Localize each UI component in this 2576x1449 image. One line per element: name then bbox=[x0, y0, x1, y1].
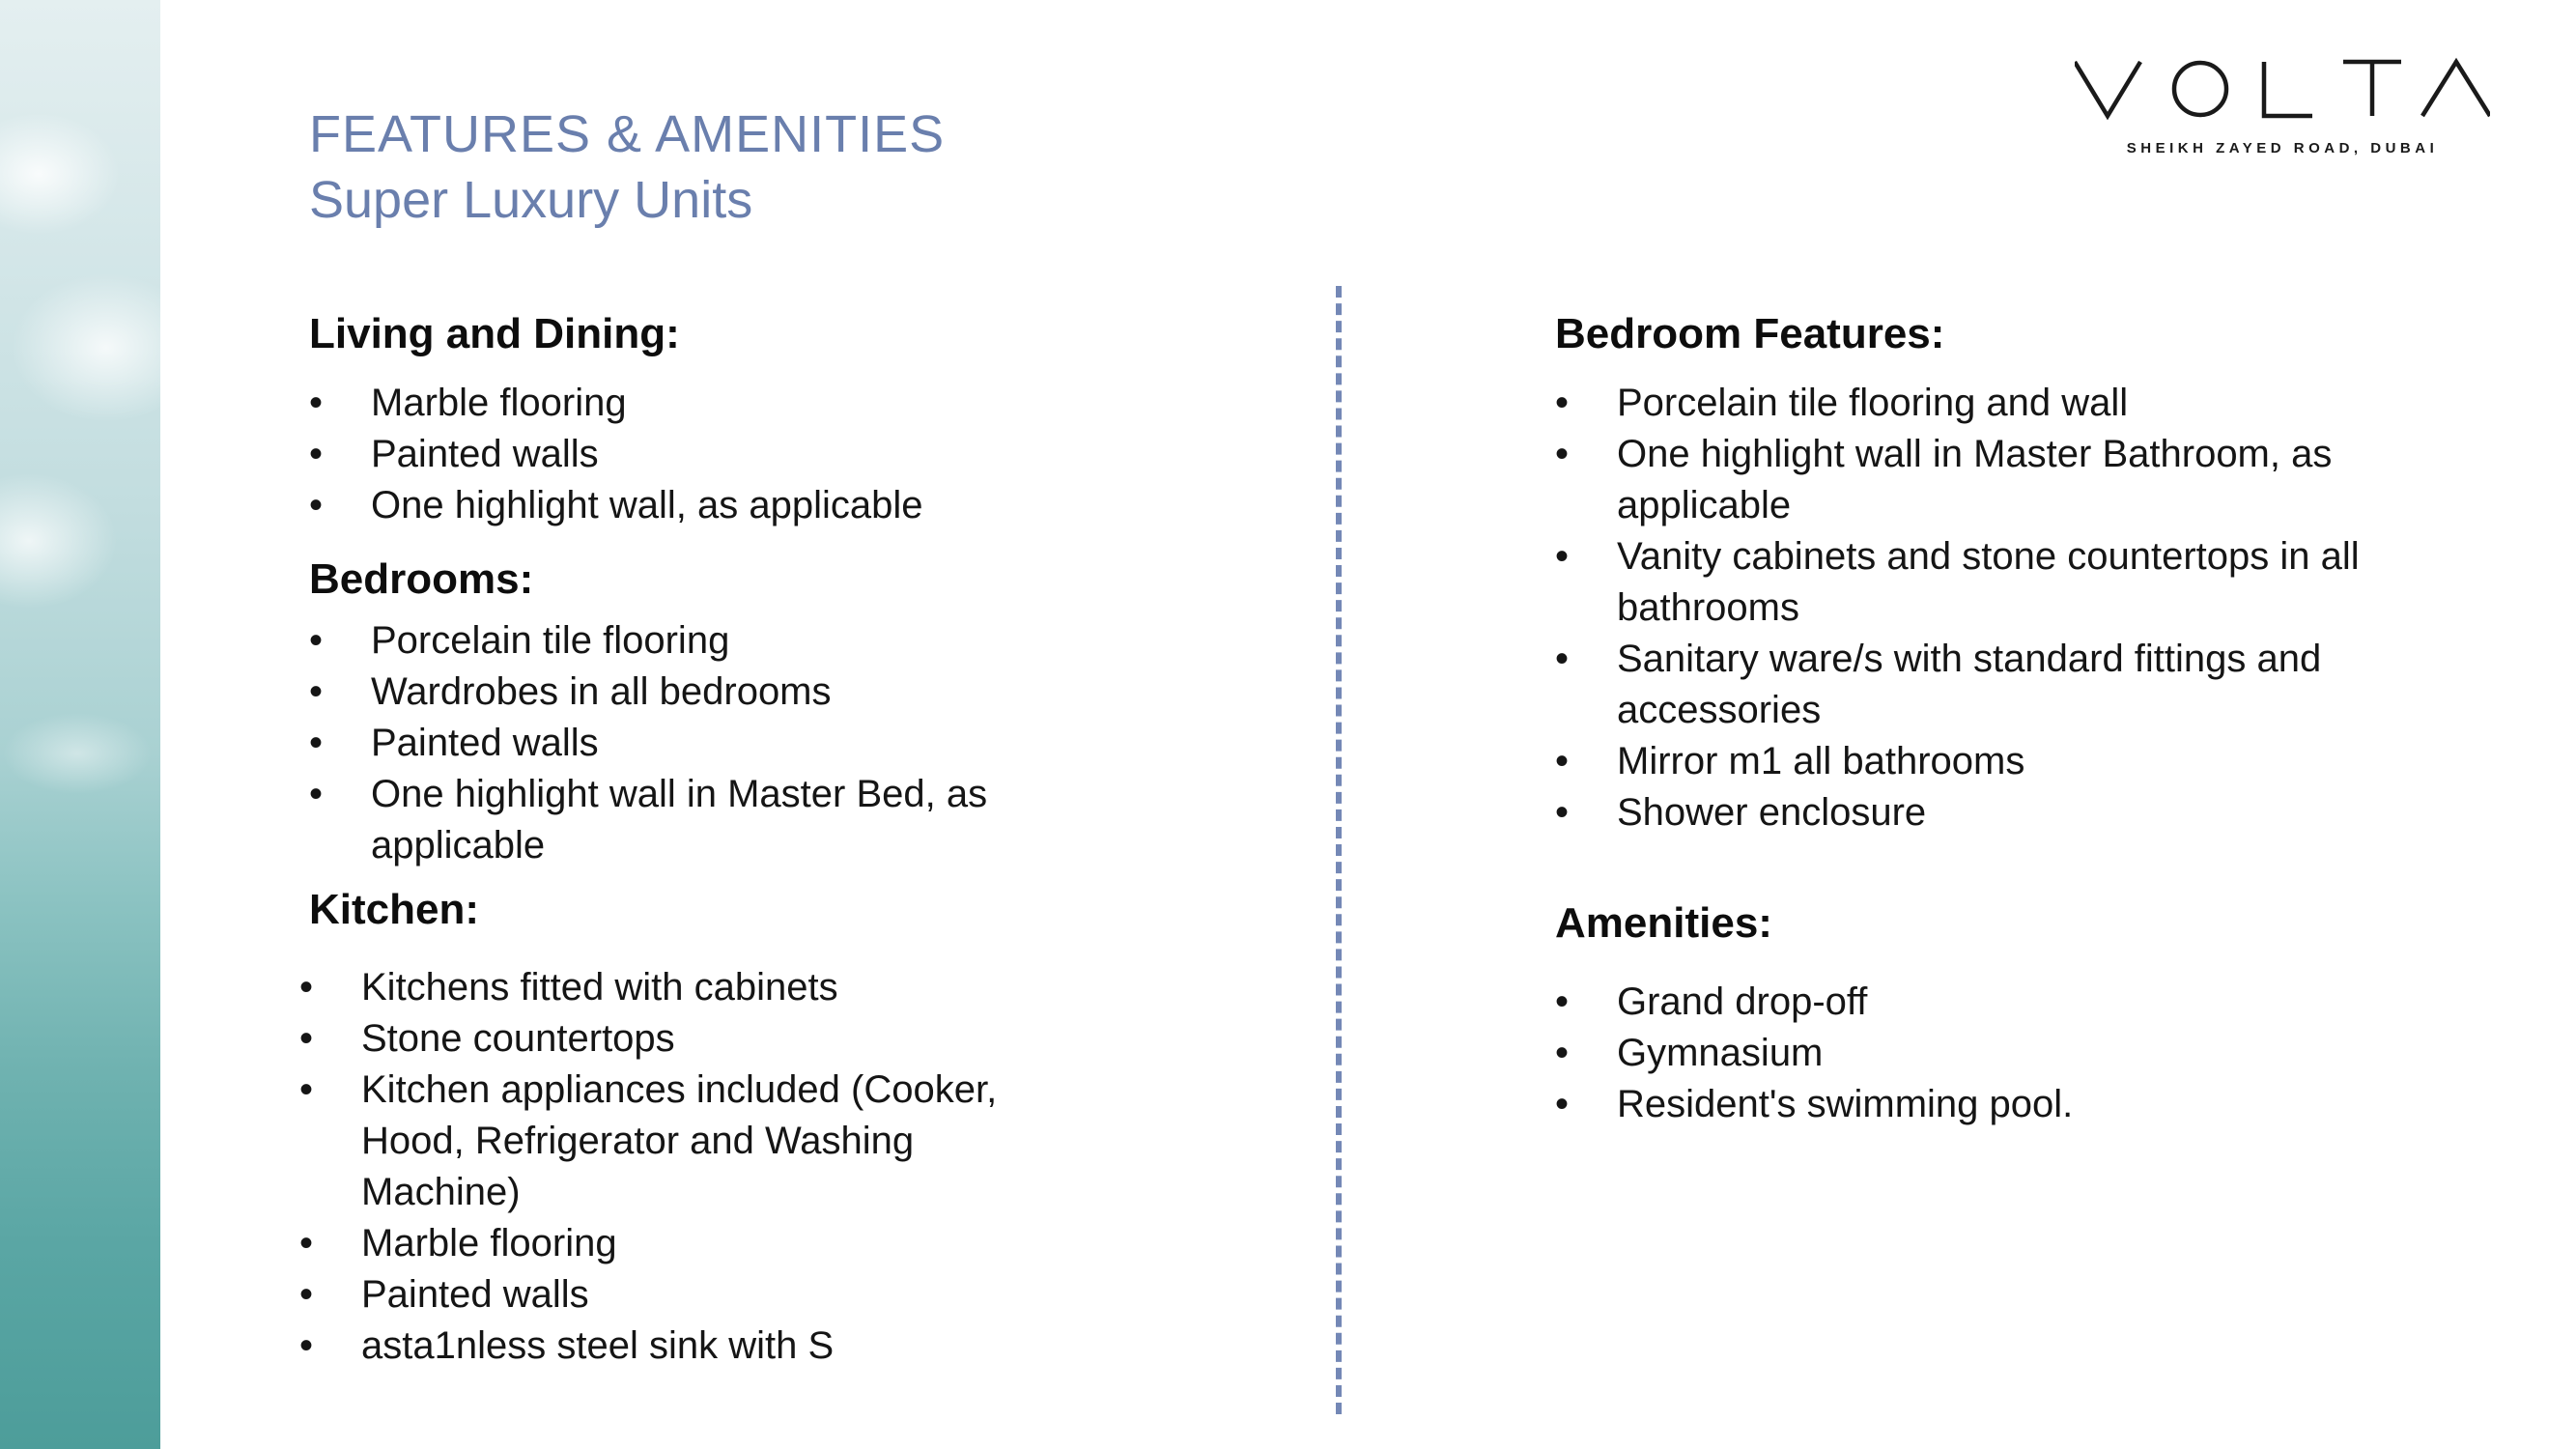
list-item: • Grand drop-off bbox=[1555, 977, 2289, 1028]
amenities-list bbox=[1555, 977, 2289, 1130]
list-item: • One highlight wall, as applicable bbox=[309, 480, 1043, 531]
living-dining-list bbox=[309, 378, 1043, 531]
list-item: • One highlight wall in Master Bathroom, as applicable bbox=[1555, 429, 2366, 531]
list-item: • Marble flooring bbox=[299, 1218, 1043, 1269]
volta-logo-wordmark bbox=[2075, 50, 2490, 128]
list-item: • Resident's swimming pool. bbox=[1555, 1079, 2289, 1130]
left-column bbox=[309, 309, 1043, 1372]
list-item: • asta1nless steel sink with S bbox=[299, 1321, 1043, 1372]
bedrooms-list bbox=[309, 615, 1043, 871]
list-item: • Gymnasium bbox=[1555, 1028, 2289, 1079]
bedroom-features-list bbox=[1555, 378, 2366, 838]
kitchen-list bbox=[299, 962, 1043, 1372]
list-item: • Kitchens fitted with cabinets bbox=[299, 962, 1043, 1013]
list-item: • Vanity cabinets and stone countertops in all bathrooms bbox=[1555, 531, 2366, 634]
list-item: • Marble flooring bbox=[309, 378, 1043, 429]
list-item: • Stone countertops bbox=[299, 1013, 1043, 1065]
list-item: • Porcelain tile flooring and wall bbox=[1555, 378, 2366, 429]
right-column bbox=[1555, 309, 2360, 1130]
list-item: • One highlight wall in Master Bed, as applicable bbox=[309, 769, 1066, 871]
bedroom-features-heading: Bedroom Features: bbox=[1555, 310, 1945, 357]
list-item: • Painted walls bbox=[309, 429, 1043, 480]
column-divider bbox=[1336, 286, 1342, 1414]
list-item: • Kitchen appliances included (Cooker, Hood, Refrigerator and Washing Machine) bbox=[299, 1065, 1037, 1218]
decorative-sky-strip bbox=[0, 0, 160, 1449]
amenities-heading: Amenities: bbox=[1555, 898, 1772, 947]
list-item: • Porcelain tile flooring bbox=[309, 615, 1043, 667]
logo-tagline: SHEIKH ZAYED ROAD, DUBAI bbox=[2126, 140, 2439, 156]
list-item: • Sanitary ware/s with standard fittings and accessories bbox=[1555, 634, 2366, 736]
page-title: FEATURES & AMENITIES bbox=[309, 105, 946, 163]
page-subtitle: Super Luxury Units bbox=[309, 171, 753, 229]
list-item: • Shower enclosure bbox=[1555, 787, 2366, 838]
list-item: • Painted walls bbox=[309, 718, 1043, 769]
bedrooms-heading: Bedrooms: bbox=[309, 554, 534, 603]
list-item: • Wardrobes in all bedrooms bbox=[309, 667, 1043, 718]
kitchen-heading: Kitchen: bbox=[309, 885, 479, 933]
volta-logo bbox=[2075, 50, 2490, 166]
living-dining-heading: Living and Dining: bbox=[309, 310, 680, 357]
list-item: • Mirror m1 all bathrooms bbox=[1555, 736, 2366, 787]
list-item: • Painted walls bbox=[299, 1269, 1043, 1321]
